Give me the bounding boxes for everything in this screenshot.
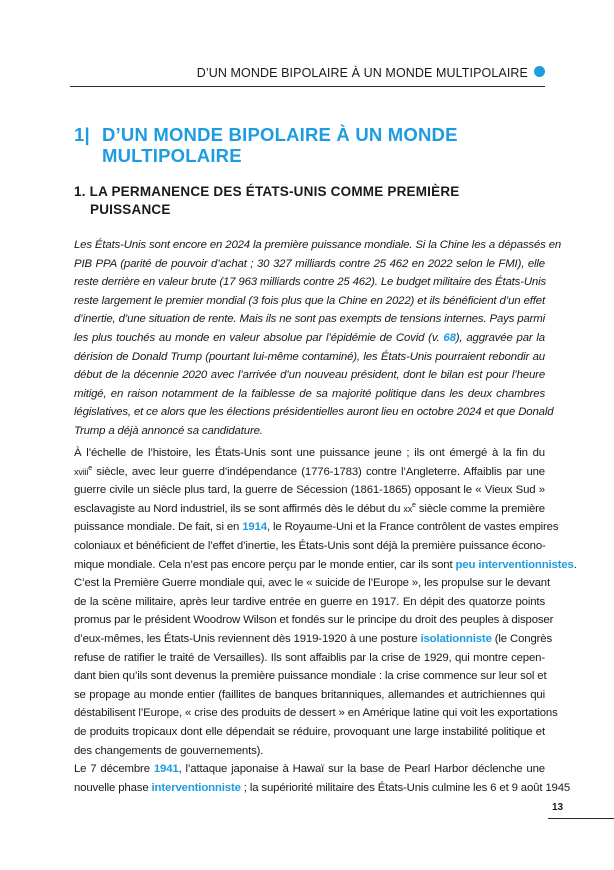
section-title-line1: LA PERMANENCE DES ÉTATS-UNIS COMME PREMIÈRE [89,184,460,199]
keyword-isolationniste-link[interactable]: isolationniste [420,632,492,645]
body-line-part: Le 7 décembre [74,763,154,776]
body-line-part: , le Royaume-Uni et la France contrôlent de vastes empires [267,521,559,534]
body-line: refuse de ratifier le traité de Versailles). Ils sont affaiblis par la crise de 1929, qui montre cepen- [74,651,545,664]
body-line-part: . [573,558,577,571]
superscript: e [88,464,92,472]
section-title-line2: PUISSANCE [90,202,171,217]
body-line: des changements de gouvernements). [74,744,264,757]
bullet-dot-icon [534,66,545,77]
intro-line: début de la décennie 2020 avec l’arrivée d’un nouveau président, dont le bilan est pour l’heure [74,369,545,382]
intro-line: d’inertie, d’une situation de rente. Mais ils ne sont pas exempts de tensions internes. Pays parmi [74,313,545,326]
body-line [74,518,559,537]
body-line-part: siècle, avec leur guerre d’indépendance (1776-1783) contre l’Angleterre. Affaiblis par une [92,465,545,478]
intro-line: Trump a déjà annoncé sa candidature. [74,424,263,437]
chapter-heading [74,124,544,166]
body-line [74,630,553,649]
superscript: e [412,501,416,509]
page-number: 13 [552,802,564,813]
body-line-part: puissance mondiale. De fait, si en [74,521,243,534]
intro-line: législatives, et ce alors que les élections présidentielles auront lieu en octobre 2024 et que Donald [74,406,554,419]
body-line-part: ; la supériorité militaire des États-Unis culmine les 6 et 9 août 1945 [240,781,571,794]
roman-century: xviii [74,466,89,477]
chapter-title-line1: D’UN MONDE BIPOLAIRE À UN MONDE [102,124,458,145]
intro-line: reste largement le premier mondial (3 fois plus que la Chine en 2022) et ils bénéficient d’un effet [74,294,545,307]
keyword-peu-interventionnistes-link[interactable]: peu interventionnistes [455,558,574,571]
intro-line-with-ref [74,329,545,348]
body-line [74,463,545,482]
body-line: coloniaux et bénéficient de l’effet d’inertie, les États-Unis sont déjà la première puissance écono- [74,539,546,552]
body-line [74,500,545,519]
running-head-title: D’UN MONDE BIPOLAIRE À UN MONDE MULTIPOLAIRE [196,65,528,80]
intro-line: Les États-Unis sont encore en 2024 la première puissance mondiale. Si la Chine les a dépassés en [74,239,562,251]
body-text [74,444,577,797]
body-line: se propage au monde entier (faillites de banques britanniques, allemandes et autrichiennes qui [74,688,545,701]
chapter-number: 1| [74,124,90,145]
footer-rule [548,818,614,819]
body-line-part: (le Congrès [491,632,553,645]
body-line: dant bien qu’ils sont devenus la première puissance mondiale : la crise commence sur leur sol et [74,670,547,683]
running-head [70,64,545,87]
body-line: de la scène militaire, après leur tardive entrée en guerre en 1917. En dépit des quatorze points [74,595,545,608]
body-line-part: d’eux-mêmes, les États-Unis reviennent dès 1919-1920 à une posture [74,632,421,645]
body-line: de produits tropicaux dont elle dépendait se réduire, provoquant une large instabilité politique et [74,725,545,738]
intro-line: reste derrière en valeur brute (17 963 milliards contre 25 462). Le budget militaire des États-Unis [74,276,547,289]
body-line [74,779,571,798]
body-line: À l’échelle de l’histoire, les États-Unis sont une puissance jeune ; ils ont émergé à la fin du [74,447,545,459]
body-line-part: mique mondiale. Cela n’est pas encore perçu par le monde entier, car ils sont [74,558,456,571]
body-line-part: siècle comme la première [415,502,545,515]
section-heading [74,183,544,219]
body-line-part: esclavagiste au Nord industriel, ils se sont affirmés dès le début du [74,502,404,515]
body-line [74,760,545,779]
body-line: déstabilisent l’Europe, « crise des produits de dessert » en Amérique latine qui voit les exportations [74,707,558,720]
keyword-1914-link[interactable]: 1914 [242,521,267,534]
intro-line: mitigé, en raison notamment de la faiblesse de sa majorité politique dans les deux chambres [74,387,545,400]
body-line-part: , l’attaque japonaise à Hawaï sur la base de Pearl Harbor déclenche une [178,763,545,776]
body-line: C’est la Première Guerre mondiale qui, avec le « suicide de l’Europe », les propulse sur le devant [74,577,550,590]
keyword-1941-link[interactable]: 1941 [153,763,179,776]
chapter-title-line2: MULTIPOLAIRE [102,145,242,166]
body-line: guerre civile un siècle plus tard, la guerre de Sécession (1861-1865) opposant le « Vieux Sud » [74,484,545,497]
body-line [74,556,577,575]
intro-line: dérision de Donald Trump (pourtant lui-même contaminé), les États-Unis pourraient rebondir au [74,350,545,363]
intro-line-part: les plus touchés au monde en valeur absolue par l’épidémie de Covid (v. [74,331,444,344]
body-line: promus par le président Woodrow Wilson et fondés sur le principe du droit des peuples à disposer [74,614,554,627]
body-line-part: nouvelle phase [74,781,152,794]
intro-paragraph [74,236,562,441]
intro-reference-link[interactable]: 68 [443,331,456,344]
keyword-interventionniste-link[interactable]: interventionniste [151,781,241,794]
roman-century: xx [403,503,413,514]
intro-line-part: ), aggravée par la [455,331,545,344]
section-number: 1. [74,184,86,199]
intro-line: PIB PPA (parité de pouvoir d’achat ; 30 327 milliards contre 25 462 en 2022 selon le FMI), elle [74,257,545,270]
